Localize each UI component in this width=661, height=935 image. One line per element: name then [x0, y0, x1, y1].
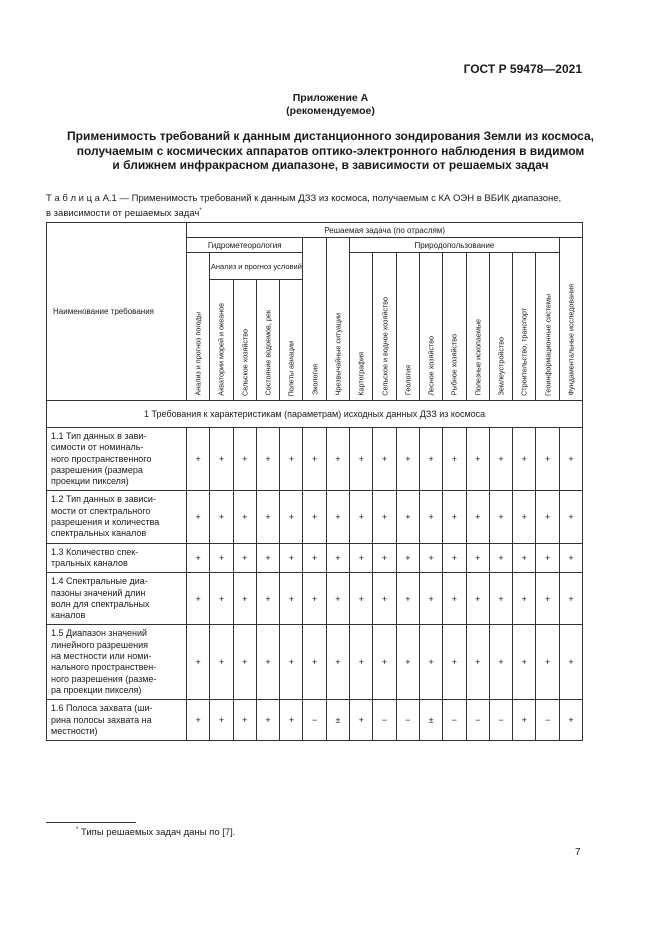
- applicability-cell: +: [210, 573, 233, 625]
- applicability-cell: +: [419, 573, 442, 625]
- applicability-cell: +: [443, 428, 466, 491]
- applicability-cell: +: [419, 428, 442, 491]
- applicability-cell: +: [280, 625, 303, 700]
- applicability-cell: +: [187, 491, 210, 543]
- requirement-label-line: симости от номиналь-: [51, 442, 144, 453]
- applicability-cell: +: [187, 573, 210, 625]
- applicability-cell: +: [350, 428, 373, 491]
- applicability-cell: −: [443, 700, 466, 741]
- applicability-cell: +: [373, 625, 396, 700]
- requirement-label-line: пазоны значений длин: [51, 587, 146, 598]
- column-header: Акватории морей и океанов: [210, 280, 233, 401]
- column-header: Фундаментальные исследования: [559, 238, 582, 401]
- applicability-cell: +: [326, 428, 349, 491]
- applicability-cell: ±: [326, 700, 349, 741]
- applicability-cell: +: [326, 625, 349, 700]
- applicability-cell: −: [466, 700, 489, 741]
- requirement-label: [47, 428, 187, 491]
- caption-line: в зависимости от решаемых задач*: [46, 208, 202, 220]
- applicability-cell: +: [233, 491, 256, 543]
- document-title: [60, 129, 601, 173]
- applicability-cell: +: [256, 543, 279, 573]
- requirement-label-line: разрешения (размера: [51, 464, 143, 475]
- applicability-table: [46, 222, 583, 741]
- applicability-cell: +: [396, 428, 419, 491]
- applicability-cell: +: [513, 543, 536, 573]
- requirement-label-line: местности): [51, 725, 98, 736]
- applicability-cell: +: [350, 573, 373, 625]
- applicability-cell: −: [396, 700, 419, 741]
- applicability-cell: +: [280, 700, 303, 741]
- column-header: Строительство, транспорт: [513, 253, 536, 401]
- table-row: [47, 543, 583, 573]
- section-heading: 1 Требования к характеристикам (параметрам) исходных данных ДЗЗ из космоса: [47, 401, 583, 428]
- requirement-label-line: 1.2 Тип данных в зависи-: [51, 494, 156, 505]
- applicability-cell: +: [210, 625, 233, 700]
- requirement-label-line: на местности или номи-: [51, 651, 152, 662]
- standard-number: ГОСТ Р 59478—2021: [463, 62, 582, 76]
- applicability-cell: +: [303, 625, 326, 700]
- requirement-label: [47, 625, 187, 700]
- footnote: * Типы решаемых задач даны по [7].: [76, 827, 236, 839]
- column-header: Рыбное хозяйство: [443, 253, 466, 401]
- applicability-cell: +: [419, 625, 442, 700]
- requirement-label-line: ного пространственного: [51, 453, 152, 464]
- requirement-label-line: мости от спектрального: [51, 505, 151, 516]
- column-header: Геология: [396, 253, 419, 401]
- title-line: Применимость требований к данным дистанционного зондирования Земли из космоса,: [67, 129, 594, 143]
- requirement-label-line: ного разрешения (разме-: [51, 673, 157, 684]
- annex-status: (рекомендуемое): [286, 105, 375, 117]
- applicability-cell: +: [396, 543, 419, 573]
- applicability-cell: −: [303, 700, 326, 741]
- table-caption: [46, 193, 586, 220]
- requirement-label-line: 1.1 Тип данных в зави-: [51, 431, 147, 441]
- applicability-cell: +: [256, 428, 279, 491]
- applicability-cell: +: [373, 428, 396, 491]
- applicability-cell: +: [187, 428, 210, 491]
- annex-title: Приложение А: [292, 92, 369, 104]
- applicability-cell: +: [210, 543, 233, 573]
- applicability-cell: +: [466, 428, 489, 491]
- applicability-cell: +: [303, 543, 326, 573]
- requirement-label-line: нального пространствен-: [51, 662, 157, 673]
- annex-heading: [0, 92, 661, 118]
- requirement-label-line: волн для спектральных: [51, 598, 150, 609]
- requirement-label-line: каналов: [51, 610, 86, 621]
- caption-line: Т а б л и ц а А.1 — Применимость требований к данным ДЗЗ из космоса, получаемым с КА ОЭН в ВБИК диапазоне,: [46, 193, 562, 204]
- applicability-cell: +: [489, 543, 512, 573]
- applicability-cell: +: [256, 700, 279, 741]
- applicability-cell: +: [559, 573, 582, 625]
- applicability-cell: +: [373, 573, 396, 625]
- applicability-cell: +: [559, 491, 582, 543]
- applicability-cell: +: [513, 573, 536, 625]
- group-hydrometeorology: Гидрометеорология: [187, 238, 303, 253]
- column-header: Сельское и водное хозяйство: [373, 253, 396, 401]
- applicability-cell: +: [233, 573, 256, 625]
- table-row: [47, 700, 583, 741]
- applicability-cell: +: [466, 491, 489, 543]
- applicability-cell: +: [466, 543, 489, 573]
- applicability-cell: +: [536, 573, 559, 625]
- applicability-cell: +: [396, 573, 419, 625]
- applicability-cell: +: [350, 700, 373, 741]
- applicability-cell: +: [466, 625, 489, 700]
- requirement-label-line: 1.3 Количество спек-: [51, 546, 139, 557]
- applicability-cell: +: [187, 700, 210, 741]
- applicability-cell: +: [536, 543, 559, 573]
- applicability-cell: +: [559, 625, 582, 700]
- column-header: Сельское хозяйство: [233, 280, 256, 401]
- applicability-cell: +: [210, 491, 233, 543]
- applicability-cell: +: [489, 491, 512, 543]
- table-row: [47, 428, 583, 491]
- name-column-header: Наименование требования: [47, 223, 187, 401]
- applicability-cell: +: [303, 428, 326, 491]
- column-header: Состояние водоемов, рек: [256, 280, 279, 401]
- applicability-cell: +: [373, 543, 396, 573]
- column-header: Картография: [350, 253, 373, 401]
- applicability-cell: +: [559, 428, 582, 491]
- applicability-cell: +: [559, 543, 582, 573]
- applicability-cell: +: [326, 573, 349, 625]
- applicability-cell: +: [350, 543, 373, 573]
- applicability-cell: +: [373, 491, 396, 543]
- requirement-label-line: спектральных каналов: [51, 528, 147, 539]
- task-header: Решаемая задача (по отраслям): [187, 223, 583, 238]
- table-row: [47, 573, 583, 625]
- requirement-label-line: 1.5 Диапазон значений: [51, 628, 148, 639]
- applicability-cell: +: [513, 700, 536, 741]
- requirement-label-line: 1.4 Спектральные диа-: [51, 576, 148, 587]
- requirement-label-line: ра проекции пикселя): [51, 684, 142, 695]
- applicability-cell: +: [256, 573, 279, 625]
- applicability-cell: +: [326, 543, 349, 573]
- applicability-cell: +: [489, 573, 512, 625]
- footnote-divider: [46, 822, 136, 823]
- applicability-cell: +: [350, 491, 373, 543]
- requirement-label: [47, 543, 187, 573]
- applicability-cell: +: [536, 491, 559, 543]
- requirement-label-line: проекции пикселя): [51, 476, 129, 487]
- applicability-cell: +: [280, 543, 303, 573]
- title-line: получаемым с космических аппаратов оптико-электронного наблюдения в видимом: [76, 143, 585, 158]
- applicability-cell: +: [443, 573, 466, 625]
- column-header: Геоинформационные системы: [536, 253, 559, 401]
- applicability-cell: −: [536, 700, 559, 741]
- footnote-mark: *: [199, 208, 202, 214]
- applicability-cell: +: [536, 428, 559, 491]
- applicability-cell: +: [280, 491, 303, 543]
- column-header: Землеустройство: [489, 253, 512, 401]
- applicability-cell: +: [536, 625, 559, 700]
- applicability-cell: +: [443, 491, 466, 543]
- table-row: [47, 625, 583, 700]
- footnote-mark: *: [76, 827, 79, 833]
- applicability-cell: +: [350, 625, 373, 700]
- applicability-cell: +: [187, 625, 210, 700]
- applicability-cell: +: [466, 573, 489, 625]
- column-header: Чрезвычайные ситуации: [326, 238, 349, 401]
- applicability-cell: +: [256, 491, 279, 543]
- column-header: Полезные ископаемые: [466, 253, 489, 401]
- table-row: [47, 491, 583, 543]
- applicability-cell: +: [233, 700, 256, 741]
- applicability-cell: +: [513, 428, 536, 491]
- page-number: 7: [575, 847, 581, 858]
- applicability-cell: +: [396, 625, 419, 700]
- applicability-cell: +: [187, 543, 210, 573]
- applicability-cell: +: [419, 491, 442, 543]
- applicability-cell: +: [443, 543, 466, 573]
- subgroup-analysis-conditions: Анализ и прогноз условий: [210, 253, 303, 280]
- column-header: Экология: [303, 238, 326, 401]
- group-nature-management: Природопользование: [350, 238, 560, 253]
- applicability-cell: +: [210, 700, 233, 741]
- applicability-cell: +: [280, 428, 303, 491]
- applicability-cell: +: [489, 625, 512, 700]
- applicability-cell: −: [489, 700, 512, 741]
- column-header: Анализ и прогноз погоды: [187, 253, 210, 401]
- applicability-cell: +: [303, 573, 326, 625]
- applicability-cell: +: [256, 625, 279, 700]
- applicability-cell: +: [233, 625, 256, 700]
- column-header: Полеты авиации: [280, 280, 303, 401]
- requirement-label-line: 1.6 Полоса захвата (ши-: [51, 703, 153, 714]
- applicability-cell: −: [373, 700, 396, 741]
- applicability-cell: +: [280, 573, 303, 625]
- requirement-label: [47, 700, 187, 741]
- applicability-cell: +: [210, 428, 233, 491]
- applicability-cell: +: [326, 491, 349, 543]
- applicability-cell: +: [419, 543, 442, 573]
- column-header: Лесное хозяйство: [419, 253, 442, 401]
- title-line: и ближнем инфракрасном диапазоне, в зависимости от решаемых задач: [112, 158, 549, 172]
- requirement-label-line: тральных каналов: [51, 557, 128, 568]
- requirement-label-line: рина полосы захвата на: [51, 714, 152, 725]
- applicability-cell: +: [233, 543, 256, 573]
- applicability-cell: +: [513, 625, 536, 700]
- applicability-cell: +: [303, 491, 326, 543]
- applicability-cell: +: [559, 700, 582, 741]
- applicability-cell: +: [443, 625, 466, 700]
- applicability-cell: +: [513, 491, 536, 543]
- applicability-cell: ±: [419, 700, 442, 741]
- requirement-label: [47, 573, 187, 625]
- requirement-label-line: разрешения и количества: [51, 517, 160, 528]
- applicability-cell: +: [489, 428, 512, 491]
- requirement-label: [47, 491, 187, 543]
- requirement-label-line: линейного разрешения: [51, 639, 148, 650]
- applicability-cell: +: [233, 428, 256, 491]
- applicability-cell: +: [396, 491, 419, 543]
